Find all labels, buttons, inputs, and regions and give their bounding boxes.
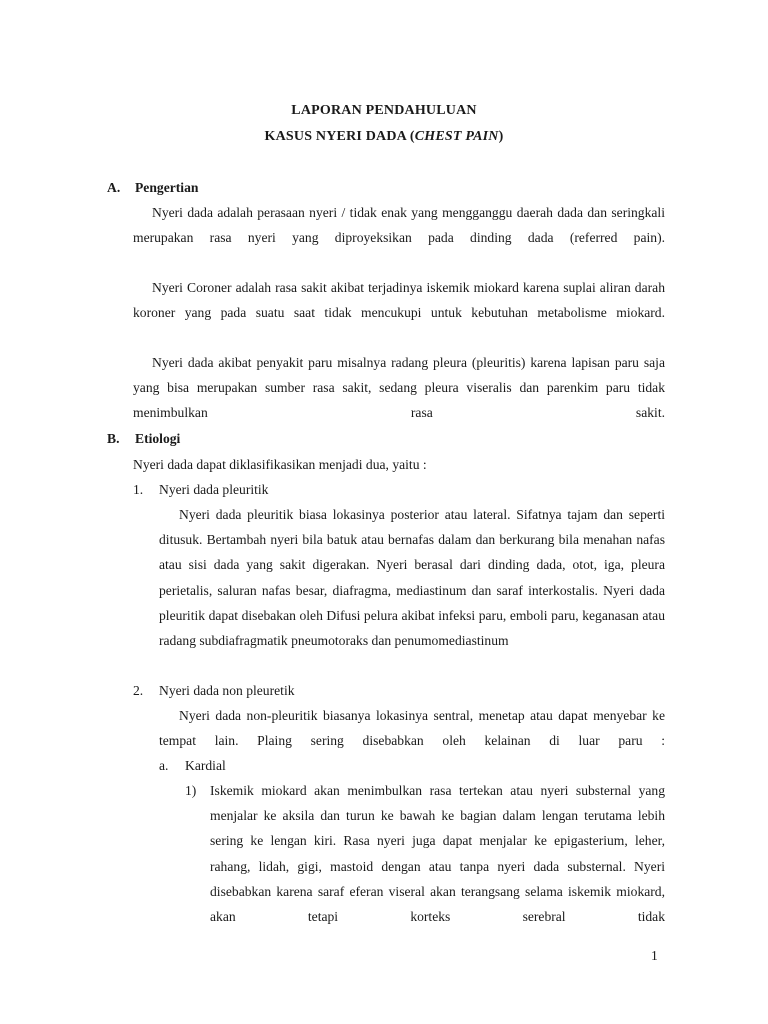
section-b-intro: Nyeri dada dapat diklasifikasikan menjadi dua, yaitu : <box>133 457 427 472</box>
etiologi-item-1-label: 1. <box>133 482 144 497</box>
etiologi-item-2-label: 2. <box>133 683 144 698</box>
kardial-item-1-number: 1) <box>185 783 197 798</box>
etiologi-item-2-paragraph: Nyeri dada non-pleuritik biasanya lokasinya sentral, menetap atau dapat menyebar ke tempat lain. Plaing sering disebabkan oleh kelainan di luar paru : <box>159 708 665 749</box>
section-a-paragraph-2: Nyeri Coroner adalah rasa sakit akibat terjadinya iskemik miokard karena suplai aliran darah koroner yang pada suatu saat tidak mencukupi untuk kebutuhan metabolisme miokard. <box>133 280 665 321</box>
etiologi-item-2-title: Nyeri dada non pleuretik <box>159 683 295 698</box>
document-title: LAPORAN PENDAHULUAN <box>291 103 477 118</box>
kardial-title: Kardial <box>185 758 226 773</box>
etiologi-item-1-title: Nyeri dada pleuritik <box>159 482 269 497</box>
subtitle-suffix: ) <box>498 129 504 144</box>
section-b-label: B. <box>107 431 120 446</box>
subtitle-italic: CHEST PAIN <box>414 129 499 144</box>
section-a-title: Pengertian <box>135 180 199 195</box>
page-number: 1 <box>651 948 658 963</box>
etiologi-item-1-paragraph: Nyeri dada pleuritik biasa lokasinya posterior atau lateral. Sifatnya tajam dan seperti ditusuk. Bertambah nyeri bila batuk atau bernafas dalam dan berkurang bila menahan nafas atau sisi dada yang sakit digerakan. Nyeri berasal dari dinding dada, otot, iga, pleura perietalis, saluran nafas besar, diafragma, mediastinum dan saraf interkostalis. Nyeri dada pleuritik dapat disebakan oleh Difusi pelura akibat infeksi paru, emboli paru, keganasan atau radang subdiafragmatik pneumotoraks dan penumomediastinum <box>159 507 665 649</box>
section-a-label: A. <box>107 180 121 195</box>
subtitle-prefix: KASUS NYERI DADA ( <box>264 129 415 144</box>
section-a-paragraph-1: Nyeri dada adalah perasaan nyeri / tidak enak yang mengganggu daerah dada dan seringkali merupakan rasa nyeri yang diproyeksikan pada dinding dada (referred pain). <box>133 205 665 246</box>
section-a-paragraph-3: Nyeri dada akibat penyakit paru misalnya radang pleura (pleuritis) karena lapisan paru saja yang bisa merupakan sumber rasa sakit, sedang pleura viseralis dan parenkim paru tidak menimbulkan rasa sakit. <box>133 355 665 421</box>
document-subtitle <box>0 129 768 145</box>
kardial-label: a. <box>159 758 169 773</box>
section-b-title: Etiologi <box>135 431 181 446</box>
kardial-item-1-text: Iskemik miokard akan menimbulkan rasa tertekan atau nyeri substernal yang menjalar ke aksila dan turun ke bawah ke bagian dalam lengan terutama lebih sering ke lengan kiri. Rasa nyeri juga dapat menjalar ke epigasterium, leher, rahang, lidah, gigi, mastoid dengan atau tanpa nyeri dada substernal. Nyeri disebabkan karena saraf eferan viseral akan terangsang selama iskemik miokard, akan tetapi korteks serebral tidak <box>210 783 665 925</box>
